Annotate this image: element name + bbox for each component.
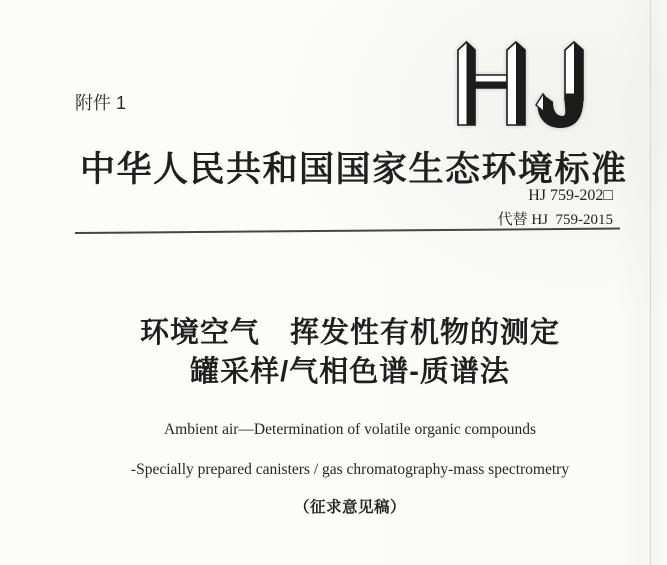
- org-heading: 中华人民共和国国家生态环境标准: [80, 150, 628, 189]
- draft-note: （征求意见稿）: [293, 499, 406, 516]
- document-title-cn: [80, 314, 620, 392]
- standard-number-block: [498, 184, 613, 232]
- hj-logo-icon: [452, 36, 592, 130]
- title-cn-line2: 罐采样/气相色谱-质谱法: [190, 356, 510, 388]
- scan-page-edge: [650, 0, 651, 565]
- attachment-label: 附件 1: [75, 93, 127, 113]
- standard-number: HJ 759-202□: [528, 187, 613, 204]
- title-en-line2: -Specially prepared canisters / gas chromatography-mass spectrometry: [130, 461, 570, 478]
- title-cn-line1: 环境空气 挥发性有机物的测定: [139, 317, 560, 349]
- replaces-note: 代替 HJ 759-2015: [497, 212, 613, 228]
- title-en-line1: Ambient air—Determination of volatile organic compounds: [163, 421, 537, 438]
